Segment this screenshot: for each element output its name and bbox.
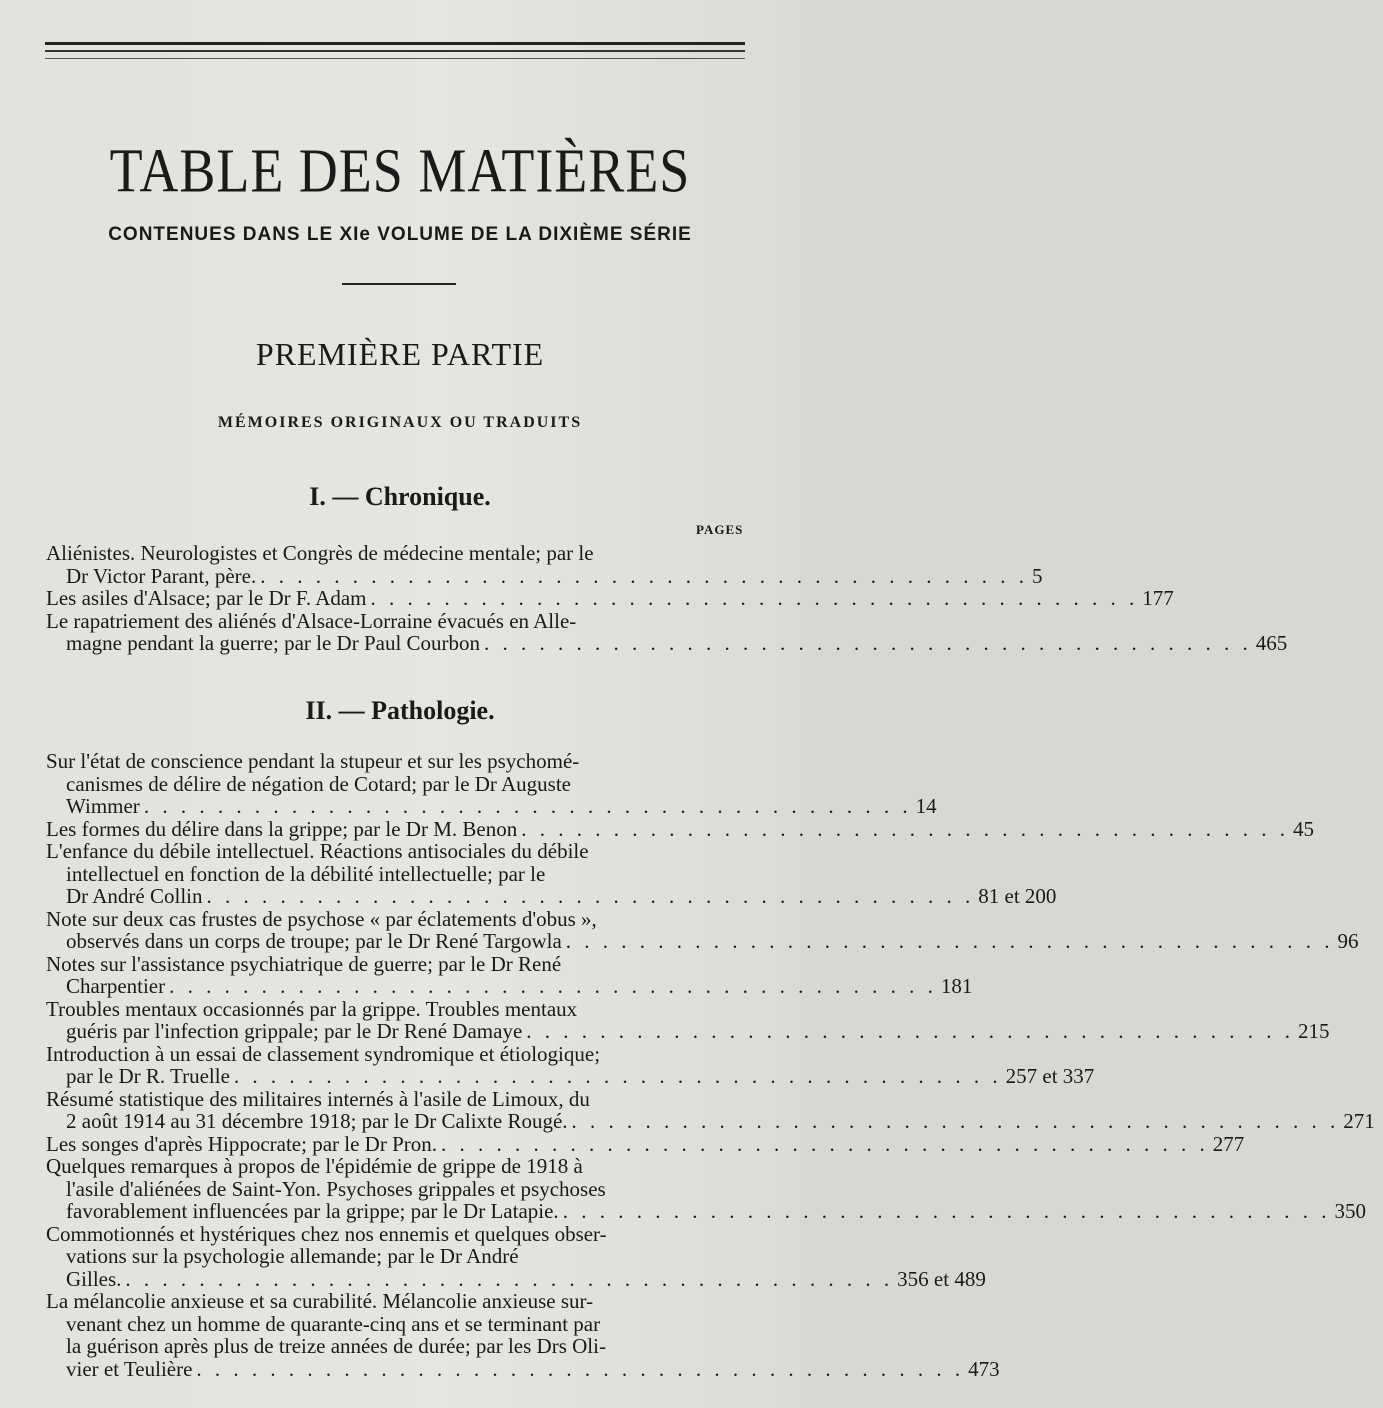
top-rule <box>45 58 745 59</box>
page-number: 215 <box>1298 1019 1330 1043</box>
dot-leader: . . . . . . . . . . . . . . . . . . . . . . . . . . . . . . . . . . . . . . . . . . <box>233 1064 1002 1088</box>
toc-entry-text: 2 août 1914 au 31 décembre 1918; par le Dr Calixte Rougé. <box>66 1109 568 1133</box>
toc-entry <box>46 1289 1000 1381</box>
toc-entry-text: Les formes du délire dans la grippe; par le Dr M. Benon <box>46 816 518 841</box>
toc-entry-text: Charpentier <box>66 974 166 998</box>
toc-entry-line: Commotionnés et hystériques chez nos ennemis et quelques obser- <box>46 1221 607 1246</box>
top-rule <box>45 42 745 48</box>
toc-entry-last-line <box>46 563 1043 588</box>
toc-entry-last-line <box>46 1356 1000 1381</box>
toc-entry-text: Wimmer <box>66 794 140 818</box>
toc-entry <box>46 608 1288 655</box>
toc-entry <box>46 749 937 818</box>
dot-leader: . . . . . . . . . . . . . . . . . . . . . . . . . . . . . . . . . . . . . . . . . . <box>562 1199 1331 1223</box>
toc-entry <box>46 1131 1245 1156</box>
toc-entry-text: Dr André Collin <box>66 884 203 908</box>
toc-entry-last-line <box>46 884 1057 908</box>
toc-entry-last-line <box>46 1131 1245 1156</box>
dot-leader: . . . . . . . . . . . . . . . . . . . . . . . . . . . . . . . . . . . . . . . . . . <box>370 586 1139 610</box>
page-subtitle: CONTENUES DANS LE XIe VOLUME DE LA DIXIÈME SÉRIE <box>108 224 692 245</box>
toc-entry-last-line <box>46 1266 986 1291</box>
page-number: 350 <box>1334 1199 1366 1223</box>
section-heading-pathologie: II. — Pathologie. <box>305 696 495 725</box>
toc-entry-line: Notes sur l'assistance psychiatrique de guerre; par le Dr René <box>46 951 562 976</box>
toc-entry-line: Introduction à un essai de classement syndromique et étiologique; <box>46 1041 601 1066</box>
page-number: 473 <box>968 1356 1000 1381</box>
toc-entry <box>46 906 1359 953</box>
toc-entry-line: intellectuel en fonction de la débilité intellectuelle; par le <box>66 861 546 886</box>
top-rule <box>45 50 745 52</box>
dot-leader: . . . . . . . . . . . . . . . . . . . . . . . . . . . . . . . . . . . . . . . . . . <box>521 816 1289 841</box>
page-number: 5 <box>1031 563 1043 588</box>
toc-entry <box>46 839 1057 908</box>
toc-entry-last-line <box>46 1199 1366 1223</box>
page-number: 14 <box>915 794 937 818</box>
page-number: 277 <box>1212 1131 1245 1156</box>
dot-leader: . . . . . . . . . . . . . . . . . . . . . . . . . . . . . . . . . . . . . . . . . . <box>125 1266 894 1291</box>
toc-entry-text: Les asiles d'Alsace; par le Dr F. Adam <box>46 586 367 610</box>
toc-entry-text: guéris par l'infection grippale; par le Dr René Damaye <box>66 1019 523 1043</box>
toc-entry-line: vations sur la psychologie allemande; par le Dr André <box>66 1244 519 1268</box>
toc-entry-line: Note sur deux cas frustes de psychose « par éclatements d'obus », <box>46 906 597 931</box>
page-number: 465 <box>1255 631 1288 655</box>
toc-entry-last-line <box>46 586 1174 610</box>
toc-entry <box>46 1041 1095 1088</box>
dot-leader: . . . . . . . . . . . . . . . . . . . . . . . . . . . . . . . . . . . . . . . . . . <box>484 631 1252 655</box>
toc-entry <box>46 951 973 998</box>
part-title: PREMIÈRE PARTIE <box>255 336 545 372</box>
dot-leader: . . . . . . . . . . . . . . . . . . . . . . . . . . . . . . . . . . . . . . . . . . <box>260 563 1028 588</box>
dot-leader: . . . . . . . . . . . . . . . . . . . . . . . . . . . . . . . . . . . . . . . . . . <box>526 1019 1295 1043</box>
toc-entry <box>46 1154 1366 1223</box>
toc-entry-line: Le rapatriement des aliénés d'Alsace-Lorraine évacués en Alle- <box>46 608 577 633</box>
dot-leader: . . . . . . . . . . . . . . . . . . . . . . . . . . . . . . . . . . . . . . . . . . <box>169 974 937 998</box>
dot-leader: . . . . . . . . . . . . . . . . . . . . . . . . . . . . . . . . . . . . . . . . . . <box>206 884 975 908</box>
toc-entry-line: Aliénistes. Neurologistes et Congrès de médecine mentale; par le <box>46 541 594 565</box>
page-number: 45 <box>1292 816 1314 841</box>
page-number: 181 <box>940 974 973 998</box>
toc-entry <box>46 1086 1375 1133</box>
toc-entry-last-line <box>46 1109 1375 1133</box>
toc-entry-text: Les songes d'après Hippocrate; par le Dr Pron. <box>46 1131 438 1156</box>
toc-entry <box>46 586 1174 610</box>
toc-entry-last-line <box>46 974 973 998</box>
pages-column-label: PAGES <box>696 522 744 537</box>
page-number: 257 et 337 <box>1005 1064 1095 1088</box>
toc-entry <box>46 1221 986 1291</box>
toc-entry-line: l'asile d'aliénées de Saint-Yon. Psychoses grippales et psychoses <box>66 1176 606 1201</box>
divider <box>342 283 456 285</box>
toc-entry-line: canismes de délire de négation de Cotard; par le Dr Auguste <box>66 771 572 796</box>
toc-entry-line: Résumé statistique des militaires internés à l'asile de Limoux, du <box>46 1086 590 1111</box>
toc-entry <box>46 996 1330 1043</box>
toc-entry-line: Sur l'état de conscience pendant la stupeur et sur les psychomé- <box>46 749 580 773</box>
toc-entry-line: la guérison après plus de treize années de durée; par les Drs Oli- <box>66 1334 606 1358</box>
toc-entry-text: par le Dr R. Truelle <box>66 1064 230 1088</box>
toc-entry-line: La mélancolie anxieuse et sa curabilité. Mélancolie anxieuse sur- <box>46 1289 594 1313</box>
toc-entry-text: vier et Teulière <box>66 1356 193 1381</box>
page-number: 356 et 489 <box>897 1266 986 1291</box>
toc-entry-text: Gilles. <box>66 1266 122 1291</box>
toc-entry-last-line <box>46 1064 1095 1088</box>
page-title: TABLE DES MATIÈRES <box>109 136 691 206</box>
toc-entry-last-line <box>46 929 1359 953</box>
toc-entry-text: favorablement influencées par la grippe; par le Dr Latapie. <box>66 1199 559 1223</box>
toc-entry-last-line <box>46 816 1314 841</box>
dot-leader: . . . . . . . . . . . . . . . . . . . . . . . . . . . . . . . . . . . . . . . . . . <box>196 1356 965 1381</box>
toc-entry-text: observés dans un corps de troupe; par le Dr René Targowla <box>66 929 562 953</box>
section-heading-chronique: I. — Chronique. <box>309 482 491 511</box>
toc-entry-last-line <box>46 1019 1330 1043</box>
toc-entry-last-line <box>46 631 1288 655</box>
toc-entry <box>46 816 1314 841</box>
toc-entry-text: magne pendant la guerre; par le Dr Paul Courbon <box>66 631 481 655</box>
dot-leader: . . . . . . . . . . . . . . . . . . . . . . . . . . . . . . . . . . . . . . . . . . <box>571 1109 1340 1133</box>
dot-leader: . . . . . . . . . . . . . . . . . . . . . . . . . . . . . . . . . . . . . . . . . . <box>441 1131 1209 1156</box>
toc-entry-line: Troubles mentaux occasionnés par la grippe. Troubles mentaux <box>46 996 578 1021</box>
page-number: 271 <box>1343 1109 1375 1133</box>
toc-entry-text: Dr Victor Parant, père. <box>66 563 257 588</box>
toc-entry-line: venant chez un homme de quarante-cinq ans et se terminant par <box>66 1311 601 1336</box>
page-number: 177 <box>1142 586 1174 610</box>
toc-entry <box>46 541 1043 588</box>
toc-entry-last-line <box>46 794 937 818</box>
dot-leader: . . . . . . . . . . . . . . . . . . . . . . . . . . . . . . . . . . . . . . . . . . <box>565 929 1334 953</box>
section-entries-pathologie <box>46 749 1375 1381</box>
page-number: 96 <box>1337 929 1359 953</box>
part-subtitle: MÉMOIRES ORIGINAUX OU TRADUITS <box>217 414 583 431</box>
dot-leader: . . . . . . . . . . . . . . . . . . . . . . . . . . . . . . . . . . . . . . . . . . <box>143 794 912 818</box>
toc-entry-line: Quelques remarques à propos de l'épidémie de grippe de 1918 à <box>46 1154 583 1178</box>
page-number: 81 et 200 <box>978 884 1057 908</box>
toc-entry-line: L'enfance du débile intellectuel. Réactions antisociales du débile <box>46 839 589 863</box>
section-entries-chronique <box>46 541 1288 655</box>
